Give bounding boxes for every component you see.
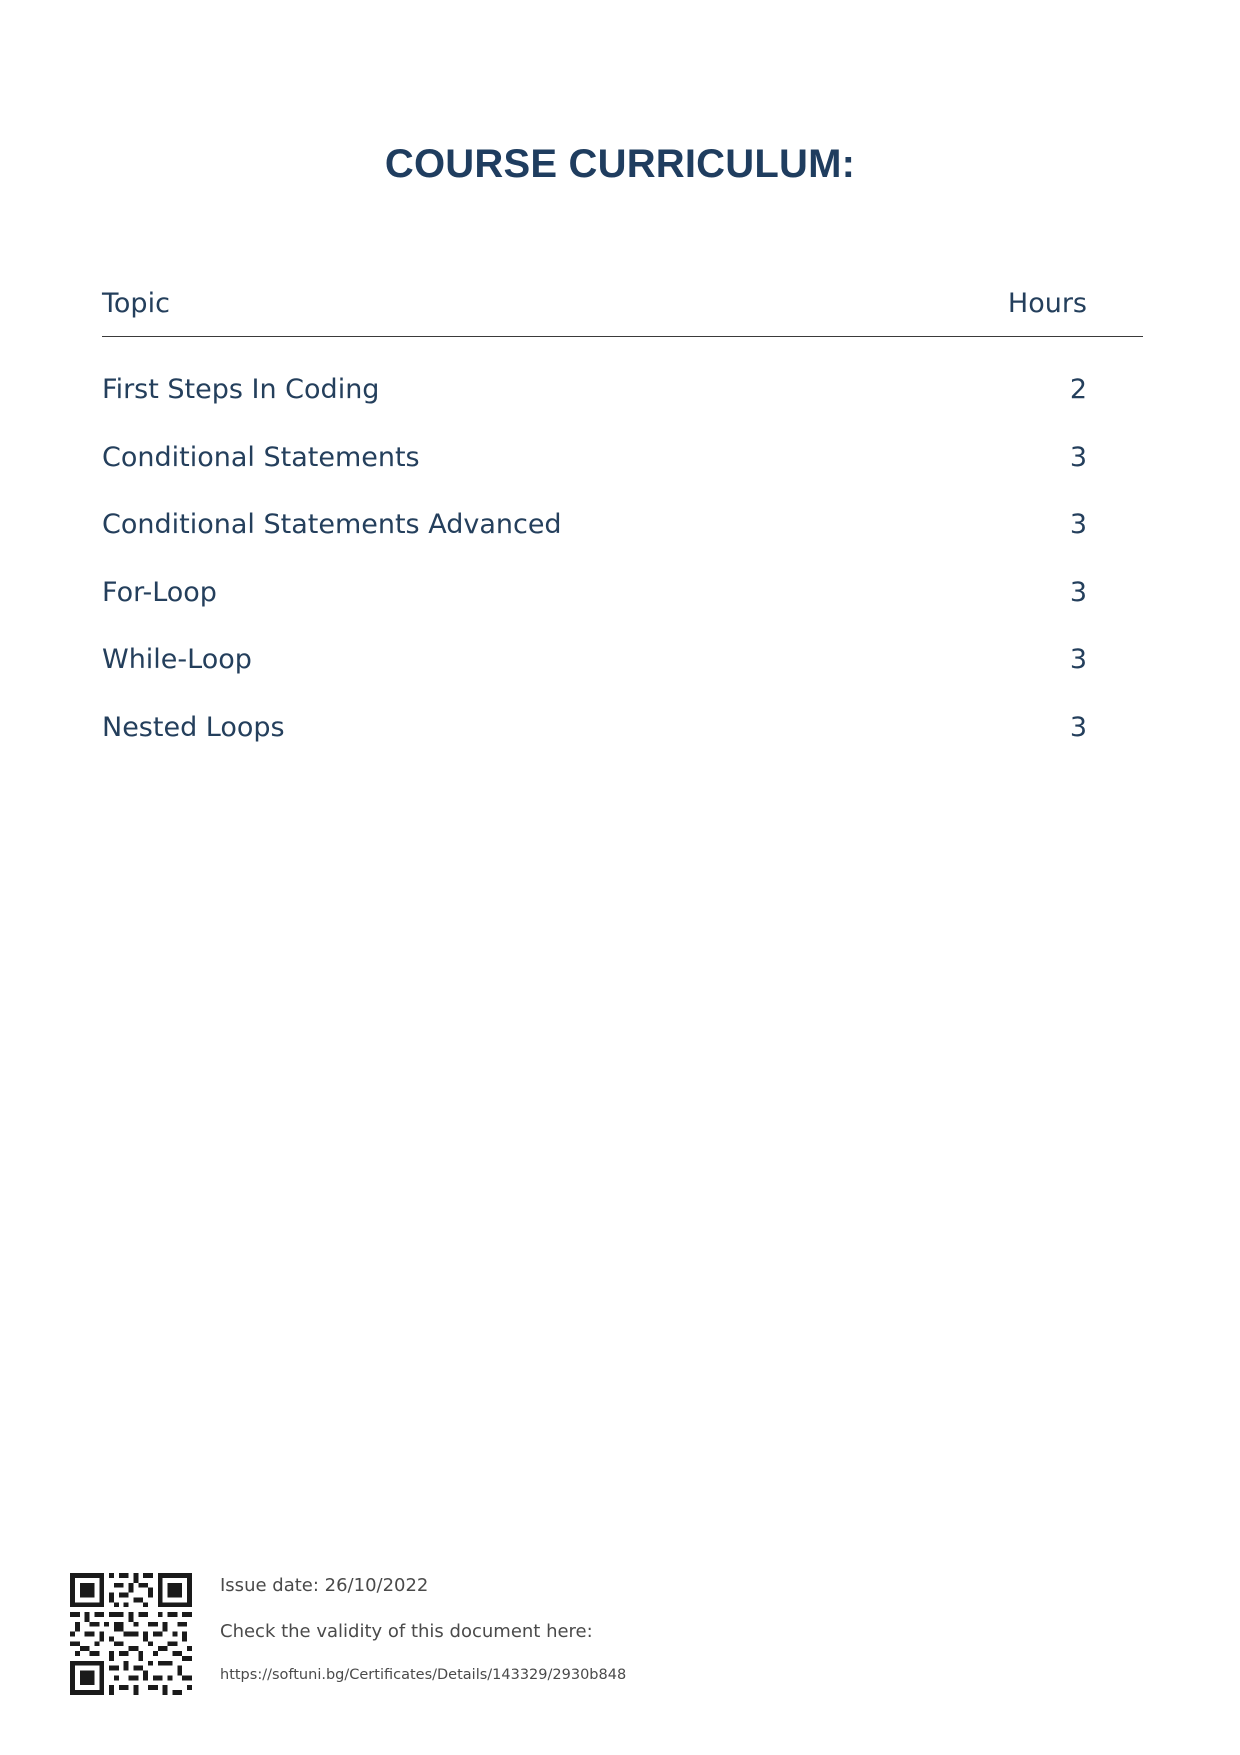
hours-cell: 3 [1069, 644, 1087, 675]
hours-cell: 3 [1069, 441, 1087, 473]
table-row [102, 712, 1143, 780]
hours-cell: 2 [1069, 374, 1087, 405]
topic-column-header: Topic [102, 288, 170, 319]
validity-link[interactable]: https://softuni.bg/Certificates/Details/143329/2930b848 [220, 1667, 627, 1683]
table-header [102, 286, 1143, 337]
qr-code-icon[interactable] [70, 1573, 192, 1695]
table-body [102, 374, 1143, 779]
issue-date: Issue date: 26/10/2022 [220, 1575, 429, 1596]
topic-cell: Conditional Statements Advanced [102, 509, 562, 540]
hours-column-header: Hours [1007, 288, 1087, 319]
hours-cell: 3 [1069, 576, 1087, 608]
table-row [102, 644, 1143, 712]
table-row [102, 442, 1143, 510]
hours-cell: 3 [1069, 509, 1087, 540]
topic-cell: Conditional Statements [102, 441, 420, 473]
certificate-footer [70, 1573, 870, 1698]
validity-note: Check the validity of this document here: [220, 1621, 593, 1642]
topic-cell: First Steps In Coding [102, 374, 380, 405]
curriculum-table [102, 286, 1143, 743]
topic-cell: For-Loop [102, 576, 217, 608]
table-row [102, 374, 1143, 442]
table-row [102, 509, 1143, 577]
topic-cell: Nested Loops [102, 711, 285, 743]
page-title: COURSE CURRICULUM: [384, 142, 856, 186]
topic-cell: While-Loop [102, 644, 252, 675]
table-row [102, 577, 1143, 645]
hours-cell: 3 [1069, 711, 1087, 743]
